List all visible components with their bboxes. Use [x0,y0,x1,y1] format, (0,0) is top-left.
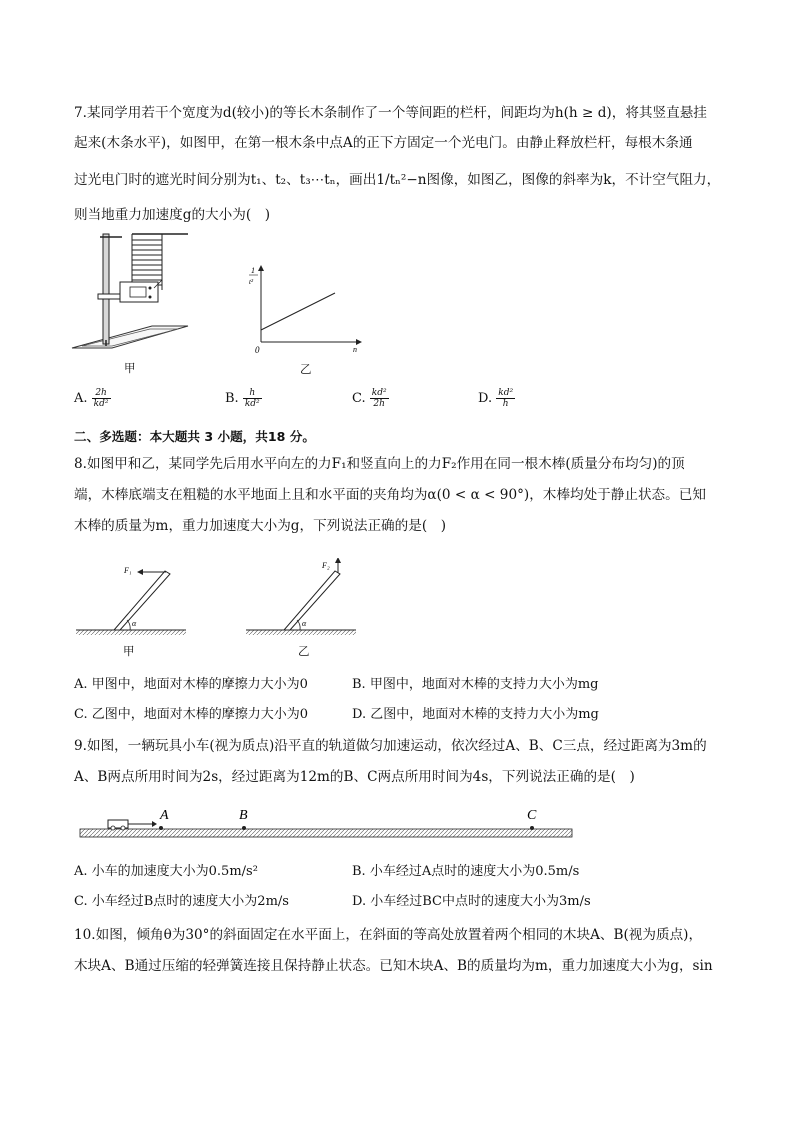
q8-jia-angle-label: α [132,619,137,628]
point-c-label: C [527,808,537,823]
q7-figure-jia [70,230,195,360]
q8-fig-jia-caption: 甲 [123,644,135,658]
graph-y-label-num: 1 [251,266,255,275]
q8-option-b[interactable]: B. 甲图中，地面对木棒的支持力大小为mg [352,677,599,692]
graph-line [261,293,335,330]
q7-line-3: 过光电门时的遮光时间分别为t₁、t₂、t₃⋯tₙ，画出1/tₙ²−n图像，如图乙，图像的斜率为k，不计空气阻力， [74,172,721,188]
q7-option-c[interactable]: C. $\frac{\text{kd²}}{2h}$ [352,388,387,409]
q8-fig-yi-caption: 乙 [298,644,310,658]
q8-line-2: 端，木棒底端支在粗糙的水平地面上且和水平面的夹角均为α(0 < α < 90°)，木棒均处于静止状态。已知 [74,487,706,503]
graph-y-label-den: t² [249,278,254,286]
q7-line-2: 起来(木条水平)，如图甲，在第一根木条中点A的正下方固定一个光电门。由静止释放栏杆，每根木条通 [74,135,693,151]
q10-line-1: 10.如图，倾角θ为30°的斜面固定在水平面上，在斜面的等高处放置着两个相同的木块A、B(视为质点)， [74,927,703,943]
q9-option-c[interactable]: C. 小车经过B点时的速度大小为2m/s [74,894,289,909]
q8-figure-yi [242,558,360,640]
q8-figure-jia [72,558,190,640]
q7-option-b[interactable]: B. $\frac{h}{\text{kd²}}$ [225,388,260,409]
q9-track-figure [76,802,576,842]
q8-option-a[interactable]: A. 甲图中，地面对木棒的摩擦力大小为0 [74,677,308,692]
point-b-label: B [239,808,248,823]
q7-fig-yi-caption: 乙 [300,362,312,376]
q7-option-a[interactable]: A. $\frac{2h}{\text{kd²}}$ [74,388,109,409]
q8-line-3: 木棒的质量为m，重力加速度大小为g，下列说法正确的是( ) [74,518,447,534]
toy-car-icon [108,820,128,830]
q8-line-1: 8.如图甲和乙，某同学先后用水平向左的力F₁和竖直向上的力F₂作用在同一根木棒(质量分布均匀)的顶 [74,456,685,472]
q8-option-c[interactable]: C. 乙图中，地面对木棒的摩擦力大小为0 [74,707,309,722]
q9-option-a[interactable]: A. 小车的加速度大小为0.5m/s² [74,864,258,879]
q8-option-d[interactable]: D. 乙图中，地面对木棒的支持力大小为mg [352,707,599,722]
q8-jia-force-label: F₁ [124,566,132,575]
q9-line-2: A、B两点所用时间为2s，经过距离为12m的B、C两点所用时间为4s，下列说法正确的是( ) [74,769,635,785]
q7-line-4: 则当地重力加速度g的大小为( ) [74,207,271,223]
point-a-label: A [160,808,169,823]
q9-option-b[interactable]: B. 小车经过A点时的速度大小为0.5m/s [352,864,580,879]
q8-yi-angle-label: α [302,619,307,628]
graph-x-label: n [353,345,357,354]
q9-line-1: 9.如图，一辆玩具小车(视为质点)沿平直的轨道做匀加速运动，依次经过A、B、C三点，经过距离为3m的 [74,738,707,754]
q7-figure-yi [245,258,370,358]
q7-option-d[interactable]: D. $\frac{\text{kd²}}{h}$ [478,388,514,409]
q7-line-1: 7.某同学用若干个宽度为d(较小)的等长木条制作了一个等间距的栏杆，间距均为h(h ≥ d)，将其竖直悬挂 [74,105,707,121]
q10-line-2: 木块A、B通过压缩的轻弹簧连接且保持静止状态。已知木块A、B的质量均为m，重力加速度大小为g，sin [74,958,713,974]
q8-yi-force-label: F₂ [322,561,330,570]
graph-origin-label: 0 [255,345,260,355]
section-heading-multiple-choice: 二、多选题：本大题共 3 小题，共18 分。 [74,429,315,444]
q7-fig-jia-caption: 甲 [124,361,136,375]
q9-option-d[interactable]: D. 小车经过BC中点时的速度大小为3m/s [352,894,591,909]
